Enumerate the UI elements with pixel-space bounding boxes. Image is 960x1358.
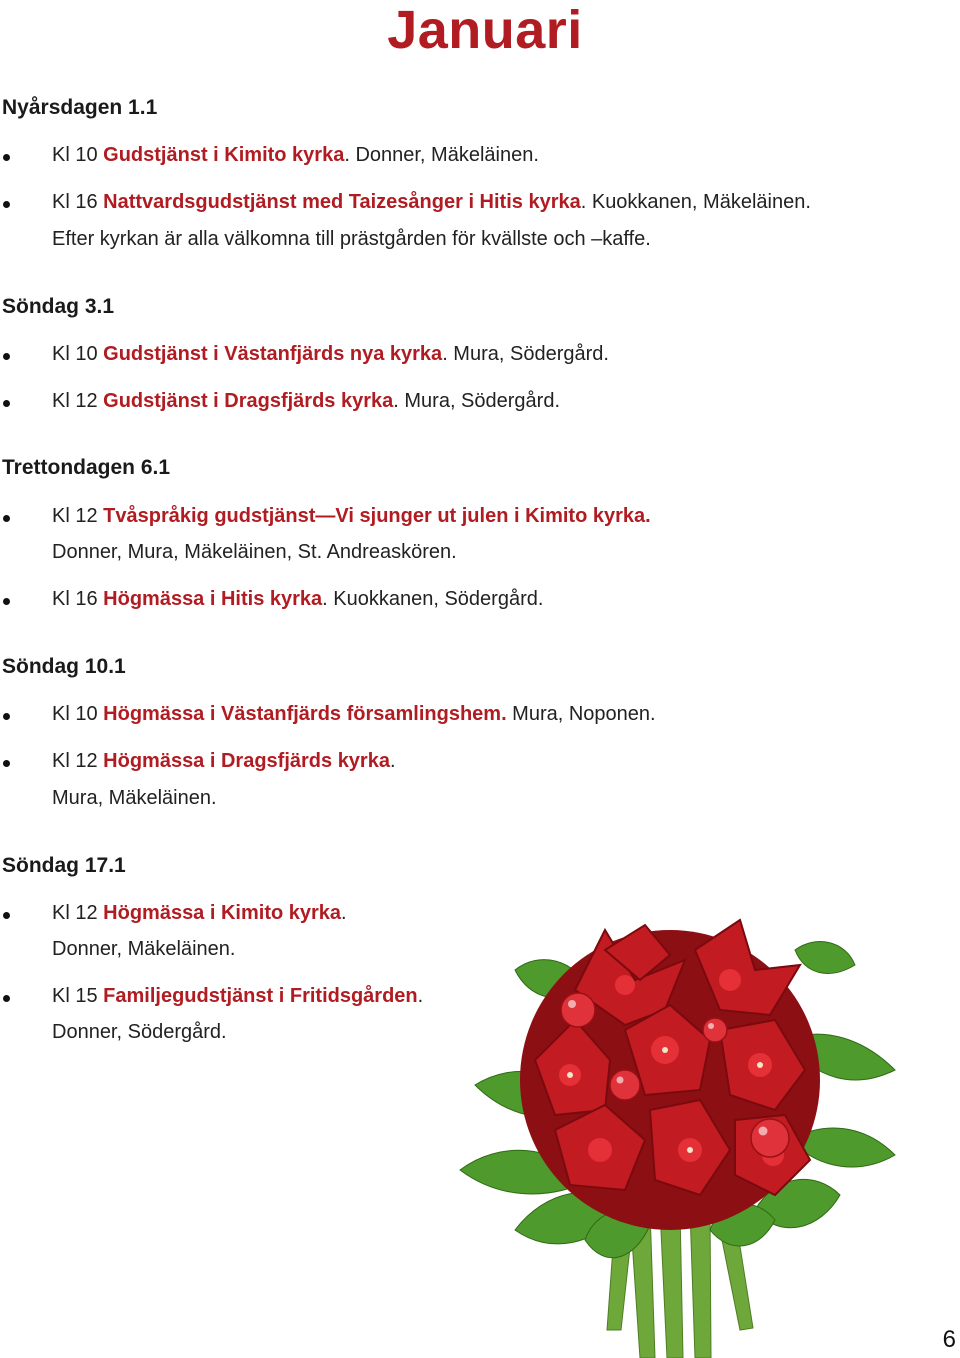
service-officiants: Mura, Noponen. bbox=[506, 703, 656, 725]
service-line bbox=[52, 900, 347, 926]
service-note: Donner, Mäkeläinen. bbox=[52, 938, 236, 960]
bullet-icon bbox=[3, 515, 10, 522]
service-officiants: . Kuokkanen, Södergård. bbox=[322, 588, 544, 610]
service-title: Högmässa i Kimito kyrka bbox=[103, 902, 342, 924]
service-time: Kl 10 bbox=[52, 703, 98, 725]
service-time: Kl 12 bbox=[52, 390, 98, 412]
service-officiants: . Kuokkanen, Mäkeläinen. bbox=[580, 191, 811, 213]
service-note: Donner, Mura, Mäkeläinen, St. Andreaskören. bbox=[52, 541, 457, 563]
service-time: Kl 12 bbox=[52, 902, 98, 924]
service-officiants: . Donner, Mäkeläinen. bbox=[344, 144, 539, 166]
service-note: Efter kyrkan är alla välkomna till prästgården för kvällste och –kaffe. bbox=[52, 228, 651, 250]
bullet-icon bbox=[3, 995, 10, 1002]
day-heading-sondag-10-1: Söndag 10.1 bbox=[2, 655, 126, 678]
day-heading-sondag-17-1: Söndag 17.1 bbox=[2, 854, 126, 877]
bullet-icon bbox=[3, 154, 10, 161]
service-line bbox=[52, 586, 543, 612]
bullet-icon bbox=[3, 760, 10, 767]
service-title: Nattvardsgudstjänst med Taizesånger i Hitis kyrka bbox=[103, 191, 581, 213]
service-line bbox=[52, 189, 811, 215]
amaryllis-bouquet-icon bbox=[455, 910, 900, 1358]
service-officiants: . bbox=[417, 985, 424, 1007]
service-officiants: . Mura, Södergård. bbox=[442, 343, 609, 365]
bullet-icon bbox=[3, 912, 10, 919]
service-line bbox=[52, 503, 651, 529]
service-time: Kl 12 bbox=[52, 505, 98, 527]
service-officiants: . Mura, Södergård. bbox=[393, 390, 561, 412]
day-heading-trettondagen: Trettondagen 6.1 bbox=[2, 456, 171, 479]
service-time: Kl 16 bbox=[52, 191, 98, 213]
day-heading-nyarsdagen: Nyårsdagen 1.1 bbox=[2, 96, 158, 119]
page-title: Januari bbox=[387, 0, 583, 60]
bullet-icon bbox=[3, 353, 10, 360]
service-title: Familjegudstjänst i Fritidsgården bbox=[103, 985, 418, 1007]
service-line bbox=[52, 701, 656, 727]
service-note: Mura, Mäkeläinen. bbox=[52, 787, 217, 809]
bullet-icon bbox=[3, 598, 10, 605]
service-line bbox=[52, 748, 396, 774]
service-time: Kl 12 bbox=[52, 750, 98, 772]
service-time: Kl 10 bbox=[52, 144, 98, 166]
service-officiants: . bbox=[389, 750, 396, 772]
service-title: Gudstjänst i Västanfjärds nya kyrka bbox=[103, 343, 443, 365]
bullet-icon bbox=[3, 201, 10, 208]
bullet-icon bbox=[3, 713, 10, 720]
service-line bbox=[52, 142, 539, 168]
service-line bbox=[52, 983, 423, 1009]
service-time: Kl 15 bbox=[52, 985, 98, 1007]
service-line bbox=[52, 341, 609, 367]
service-line bbox=[52, 388, 560, 414]
service-title: Gudstjänst i Dragsfjärds kyrka bbox=[103, 390, 394, 412]
service-time: Kl 16 bbox=[52, 588, 98, 610]
day-heading-sondag-3-1: Söndag 3.1 bbox=[2, 295, 115, 318]
service-title: Gudstjänst i Kimito kyrka bbox=[103, 144, 345, 166]
service-title: Högmässa i Dragsfjärds kyrka bbox=[103, 750, 390, 772]
service-title: Högmässa i Hitis kyrka bbox=[103, 588, 323, 610]
page-number: 6 bbox=[942, 1326, 956, 1353]
bullet-icon bbox=[3, 400, 10, 407]
service-note: Donner, Södergård. bbox=[52, 1021, 227, 1043]
service-officiants: . bbox=[341, 902, 347, 924]
service-title: Högmässa i Västanfjärds församlingshem. bbox=[103, 703, 507, 725]
service-time: Kl 10 bbox=[52, 343, 98, 365]
service-title: Tvåspråkig gudstjänst—Vi sjunger ut julen i Kimito kyrka. bbox=[103, 505, 651, 527]
